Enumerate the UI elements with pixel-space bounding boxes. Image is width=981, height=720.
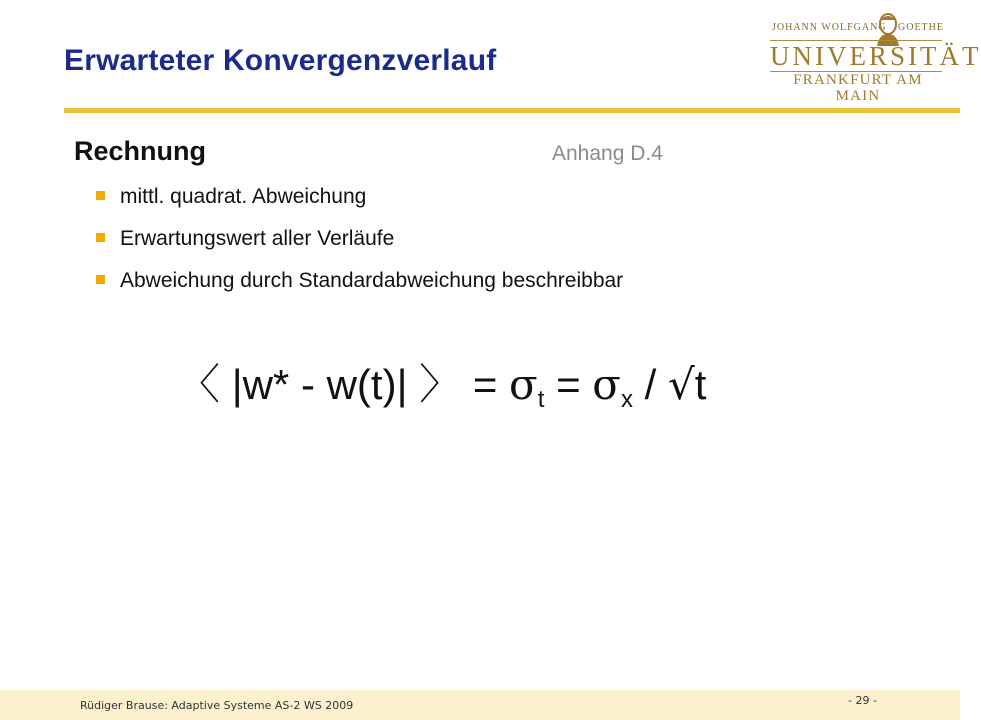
university-logo bbox=[770, 12, 981, 104]
square-bullet-icon bbox=[96, 275, 105, 284]
formula-radicand: t bbox=[694, 361, 707, 408]
formula-slash: / bbox=[644, 361, 657, 408]
formula-sub-1: t bbox=[537, 386, 545, 413]
square-bullet-icon bbox=[96, 233, 105, 242]
formula-inner: |w* - w(t)| bbox=[231, 361, 408, 408]
bullet-item bbox=[96, 262, 623, 304]
bullet-item bbox=[96, 220, 623, 262]
convergence-formula bbox=[178, 352, 706, 414]
formula-equals-2: = bbox=[556, 361, 581, 408]
footer-bar bbox=[0, 690, 960, 720]
page-number: - 29 - bbox=[848, 694, 877, 707]
formula-sub-2: x bbox=[620, 386, 633, 413]
formula-sigma-2: σ bbox=[592, 360, 621, 409]
square-bullet-icon bbox=[96, 191, 105, 200]
bullet-text: mittl. quadrat. Abweichung bbox=[120, 185, 367, 208]
section-heading: Rechnung bbox=[74, 136, 206, 166]
bullet-text: Abweichung durch Standardabweichung beschreibbar bbox=[120, 269, 624, 292]
formula-left-angle: 〈 bbox=[178, 360, 221, 409]
logo-top-line bbox=[770, 22, 946, 33]
bullet-list bbox=[96, 178, 623, 304]
formula-sigma-1: σ bbox=[509, 360, 538, 409]
logo-main-text: UNIVERSITÄT bbox=[770, 41, 981, 71]
bullet-text: Erwartungswert aller Verläufe bbox=[120, 227, 395, 250]
formula-equals-1: = bbox=[472, 361, 498, 408]
title-underline bbox=[64, 108, 960, 113]
formula-right-angle: 〉 bbox=[419, 360, 462, 409]
logo-top-right: GOETHE bbox=[898, 22, 944, 33]
formula-sqrt: √ bbox=[667, 360, 695, 409]
bullet-item bbox=[96, 178, 623, 220]
slide-title: Erwarteter Konvergenzverlauf bbox=[64, 44, 497, 77]
appendix-reference: Anhang D.4 bbox=[552, 142, 663, 165]
logo-sub-text: FRANKFURT AM MAIN bbox=[793, 72, 923, 104]
logo-top-left: JOHANN WOLFGANG bbox=[772, 22, 887, 33]
footer-author: Rüdiger Brause: Adaptive Systeme AS-2 WS 2009 bbox=[80, 699, 354, 712]
